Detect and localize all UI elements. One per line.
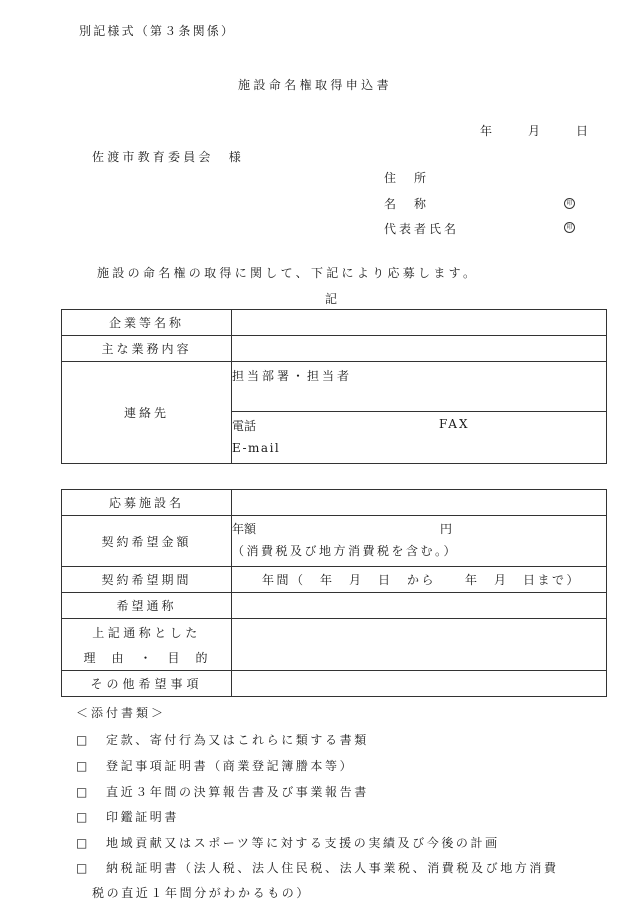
- seal-mark: 印: [564, 222, 575, 233]
- contract-period-header: 契約希望期間: [62, 567, 232, 593]
- contract-amount-header: 契約希望金額: [62, 516, 232, 567]
- date-day-label: 日: [576, 124, 592, 138]
- phone-fax-row: [232, 417, 606, 435]
- checkbox-icon[interactable]: □: [76, 759, 88, 773]
- date-year-label: 年: [480, 124, 496, 138]
- attachment-item-continuation: 税の直近１年間分がわかるもの）: [92, 886, 312, 900]
- attachment-item-label: 登記事項証明書（商業登記簿謄本等）: [106, 759, 355, 773]
- attachment-item-label: 印鑑証明書: [106, 810, 180, 824]
- attachment-item-label: 納税証明書（法人税、法人住民税、法人事業税、消費税及び地方消費: [106, 861, 559, 875]
- phone-fax-email-field[interactable]: [232, 412, 607, 464]
- desired-name-header: 希望通称: [62, 593, 232, 619]
- attachment-item-label: 直近３年間の決算報告書及び事業報告書: [106, 785, 369, 799]
- phone-label: 電話: [232, 419, 257, 433]
- company-name-header: 企業等名称: [62, 310, 232, 336]
- attachment-item: [76, 757, 354, 774]
- facility-name-header: 応募施設名: [62, 490, 232, 516]
- intro-text: 施設の命名権の取得に関して、下記により応募します。: [97, 266, 479, 280]
- attachment-item: [76, 808, 179, 825]
- ki-label: 記: [325, 292, 338, 306]
- address-label: 住 所: [384, 171, 430, 185]
- reason-label-line1: 上記通称とした: [92, 625, 201, 640]
- other-requests-header: その他希望事項: [62, 671, 232, 697]
- checkbox-icon[interactable]: □: [76, 785, 88, 799]
- business-content-header: 主な業務内容: [62, 336, 232, 362]
- department-label: 担当部署・担当者: [232, 369, 353, 383]
- contract-amount-field[interactable]: [232, 516, 607, 567]
- document-title: 施設命名権取得申込書: [237, 78, 392, 92]
- form-number-label: 別記様式（第３条関係）: [79, 24, 236, 38]
- checkbox-icon[interactable]: □: [76, 836, 88, 850]
- yen-label: 円: [440, 522, 453, 536]
- attachment-item: [76, 834, 500, 851]
- reason-header: [62, 619, 232, 671]
- attachments-title: ＜添付書類＞: [76, 706, 167, 720]
- annual-amount-row: [232, 520, 606, 538]
- application-table: [61, 489, 607, 697]
- facility-name-field[interactable]: [232, 490, 607, 516]
- attachment-item-label: 定款、寄付行為又はこれらに類する書類: [106, 733, 369, 747]
- representative-label: 代表者氏名: [384, 222, 460, 236]
- reason-field[interactable]: [232, 619, 607, 671]
- other-requests-field[interactable]: [232, 671, 607, 697]
- checkbox-icon[interactable]: □: [76, 861, 88, 875]
- department-field[interactable]: [232, 362, 607, 412]
- reason-label-line2: 理 由 ・ 目 的: [83, 650, 210, 665]
- attachment-item: [76, 731, 369, 748]
- business-content-field[interactable]: [232, 336, 607, 362]
- annual-label: 年額: [232, 522, 257, 536]
- company-name-field[interactable]: [232, 310, 607, 336]
- desired-name-field[interactable]: [232, 593, 607, 619]
- tax-note: （消費税及び地方消費税を含む。）: [232, 544, 459, 558]
- attachment-item: [76, 859, 559, 876]
- checkbox-icon[interactable]: □: [76, 810, 88, 824]
- company-name-label: 名 称: [384, 197, 430, 211]
- checkbox-icon[interactable]: □: [76, 733, 88, 747]
- company-info-table: [61, 309, 607, 464]
- contract-period-field[interactable]: 年間（ 年 月 日 から 年 月 日まで）: [232, 567, 607, 593]
- date-month-label: 月: [528, 124, 544, 138]
- fax-label: FAX: [439, 417, 470, 431]
- attachment-item-label: 地域貢献又はスポーツ等に対する支援の実績及び今後の計画: [106, 836, 500, 850]
- email-label: E-mail: [232, 441, 281, 455]
- attachment-item: [76, 783, 369, 800]
- addressee: 佐渡市教育委員会 様: [92, 150, 245, 164]
- seal-mark: 印: [564, 198, 575, 209]
- contact-header: 連絡先: [62, 362, 232, 464]
